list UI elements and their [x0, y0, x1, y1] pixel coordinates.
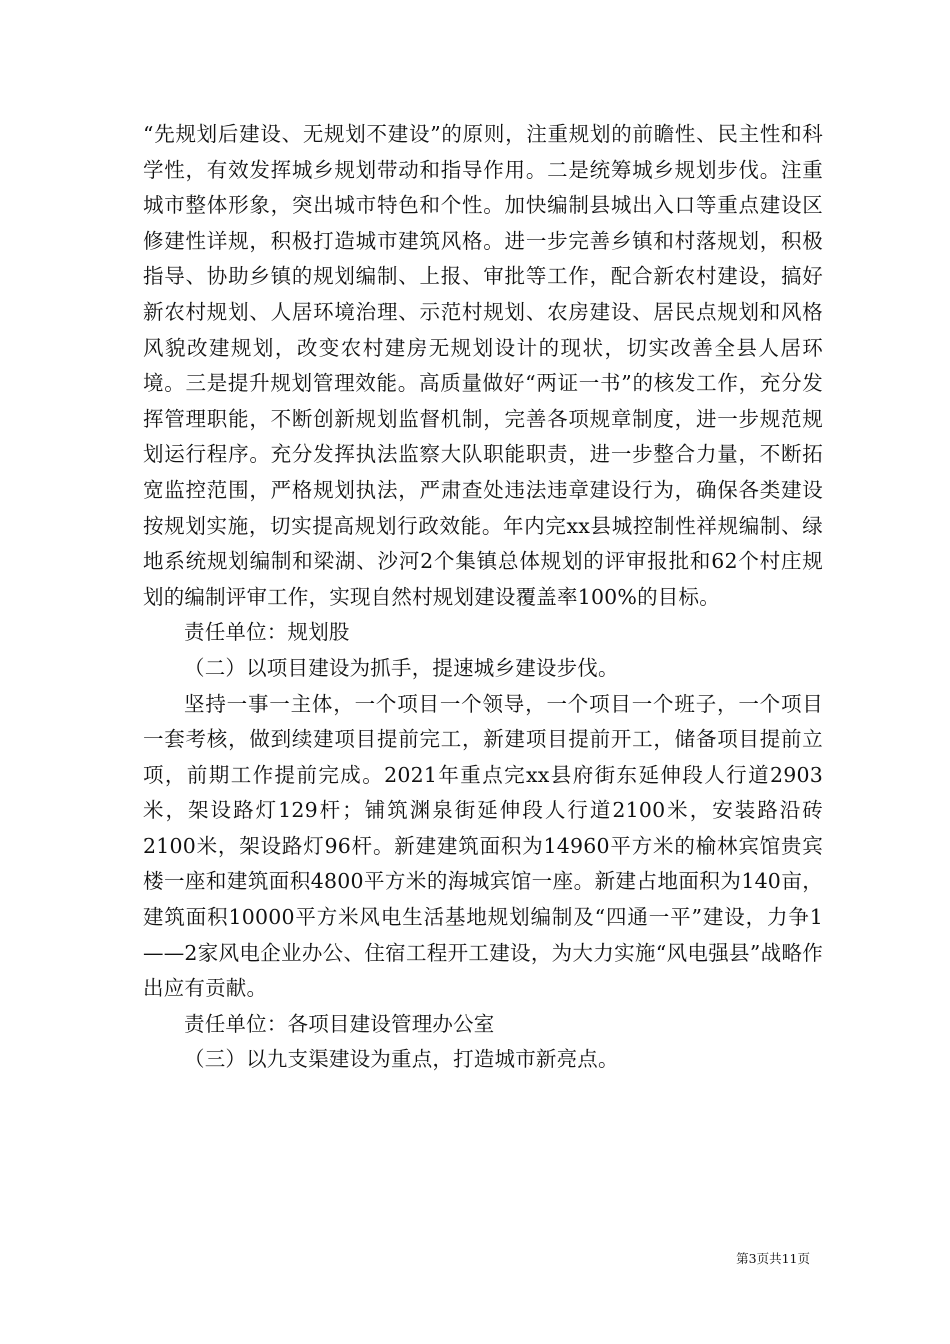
page-number-footer: 第3页共11页	[736, 1251, 810, 1266]
section-heading-canal-construction: （三）以九支渠建设为重点，打造城市新亮点。	[184, 1047, 619, 1072]
document-body	[143, 117, 823, 1078]
paragraph-responsible-unit-projects: 责任单位：各项目建设管理办公室	[184, 1011, 495, 1036]
section-heading-project-construction: （二）以项目建设为抓手，提速城乡建设步伐。	[184, 655, 619, 680]
paragraph-planning-principles: “先规划后建设、无规划不建设”的原则，注重规划的前瞻性、民主性和科学性，有效发挥城乡规划带动和指导作用。二是统筹城乡规划步伐。注重城市整体形象，突出城市特色和个性。加快编制县城出入口等重点建设区修建性详规，积极打造城市建筑风格。进一步完善乡镇和村落规划，积极指导、协助乡镇的规划编制、上报、审批等工作，配合新农村建设，搞好新农村规划、人居环境治理、示范村规划、农房建设、居民点规划和风格风貌改建规划，改变农村建房无规划设计的现状，切实改善全县人居环境。三是提升规划管理效能。高质量做好“两证一书”的核发工作，充分发挥管理职能，不断创新规划监督机制，完善各项规章制度，进一步规范规划运行程序。充分发挥执法监察大队职能职责，进一步整合力量，不断拓宽监控范围，严格规划执法，严肃查处违法违章建设行为，确保各类建设按规划实施，切实提高规划行政效能。年内完xx县城控制性祥规编制、绿地系统规划编制和梁湖、沙河2个集镇总体规划的评审报批和62个村庄规划的编制评审工作，实现自然村规划建设覆盖率100%的目标。	[143, 122, 823, 609]
paragraph-responsible-unit-planning: 责任单位：规划股	[184, 620, 350, 645]
paragraph-project-construction: 坚持一事一主体，一个项目一个领导，一个项目一个班子，一个项目一套考核，做到续建项目提前完工，新建项目提前开工，储备项目提前立项，前期工作提前完成。2021年重点完xx县府街东延伸段人行道2903米，架设路灯129杆；铺筑渊泉街延伸段人行道2100米，安装路沿砖2100米，架设路灯96杆。新建建筑面积为14960平方米的榆林宾馆贵宾楼一座和建筑面积4800平方米的海城宾馆一座。新建占地面积为140亩，建筑面积10000平方米风电生活基地规划编制及“四通一平”建设，力争1——2家风电企业办公、住宿工程开工建设，为大力实施“风电强县”战略作出应有贡献。	[143, 691, 823, 1001]
